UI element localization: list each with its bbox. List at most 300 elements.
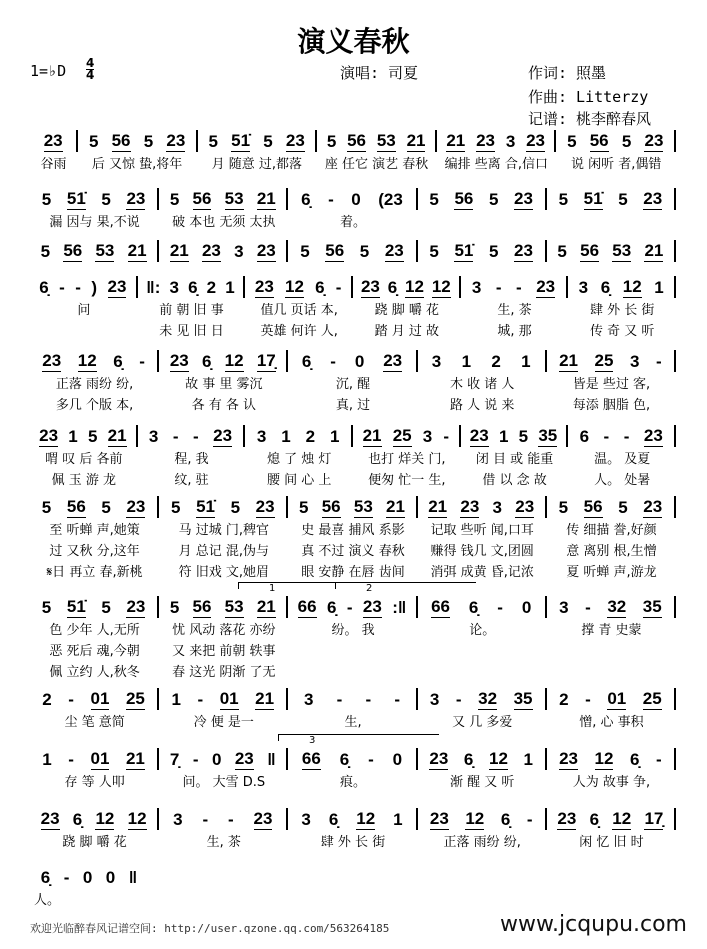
note: 25 xyxy=(642,689,662,708)
lyric-cell: 消弭 成黄 昏,记浓 xyxy=(430,565,534,580)
note: 1 xyxy=(461,352,472,371)
note: 5 xyxy=(41,498,52,517)
note: 5 xyxy=(429,242,439,261)
lyric-line xyxy=(30,210,676,231)
note: 3 xyxy=(256,427,267,446)
note: 51̇ xyxy=(66,597,86,616)
note: 21 xyxy=(255,689,275,708)
lyric-cell: 故 事 里 雾沉 xyxy=(185,377,263,392)
note: - xyxy=(497,598,503,617)
note: 21 xyxy=(428,497,448,516)
note: 6̣ xyxy=(201,352,212,371)
notes-row xyxy=(30,748,676,770)
lyric-cell: 城, 那 xyxy=(497,324,532,339)
lyric-line xyxy=(30,319,676,340)
note: 6̣ xyxy=(328,810,339,829)
note: 01 xyxy=(90,689,110,708)
lyric-line xyxy=(30,447,676,468)
note: 25 xyxy=(594,351,614,370)
note: ) xyxy=(91,278,98,297)
notes-row xyxy=(30,350,676,372)
lyric-cell: 正落 雨纷 纷, xyxy=(55,377,134,392)
note: 5 xyxy=(169,598,180,617)
lyric-cell: 路 人 说 来 xyxy=(450,398,515,413)
measure xyxy=(159,496,288,518)
note: 5 xyxy=(429,190,439,209)
lyric-cell: 人。 处暑 xyxy=(594,473,651,488)
measure xyxy=(159,688,288,710)
score-system xyxy=(30,688,676,731)
note: 3 xyxy=(173,810,183,829)
note: 7̣ xyxy=(169,750,180,769)
note: - xyxy=(603,427,610,446)
lyric-cell: 佩 立约 人,秋冬 xyxy=(49,665,140,680)
note: 3 xyxy=(169,278,179,297)
note: 12 xyxy=(622,277,642,296)
measure xyxy=(418,808,547,830)
note: 23 xyxy=(43,131,63,150)
note: 53 xyxy=(612,241,632,260)
lyric-cell: 又 来把 前朝 轶事 xyxy=(172,644,276,659)
note: 21 xyxy=(362,426,382,445)
note: 56 xyxy=(66,497,86,516)
measure xyxy=(30,276,138,298)
lyric-cell: 纹, 驻 xyxy=(174,473,209,488)
measure xyxy=(418,496,547,518)
measure xyxy=(78,130,198,152)
note: 5 xyxy=(101,498,111,517)
note: 5 xyxy=(621,132,632,151)
lyric-cell: 月 总记 混,伪与 xyxy=(178,544,269,559)
note: - xyxy=(172,427,179,446)
lyric-cell xyxy=(418,660,547,681)
measure xyxy=(159,240,288,262)
transcriber: 记谱: 桃李醉春风 xyxy=(528,110,652,128)
lyric-cell: 每添 胭脂 色, xyxy=(572,398,651,413)
note: - xyxy=(75,278,81,297)
measure xyxy=(30,188,159,210)
lyric-cell: 值几 页话 本, xyxy=(260,303,338,318)
lyric-cell: 纷。 我 xyxy=(331,623,375,638)
time-sig-top: 4 xyxy=(86,56,95,70)
composer: 作曲: Litterzy xyxy=(528,88,649,106)
measure xyxy=(30,425,138,447)
note: 23 xyxy=(559,749,578,768)
lyric-cell xyxy=(418,210,547,231)
measure xyxy=(418,748,547,770)
note: 6̣ xyxy=(589,810,600,829)
note: 51̇ xyxy=(454,241,474,260)
lyric-line xyxy=(30,298,676,319)
measure xyxy=(547,188,676,210)
lyric-cell: 问 xyxy=(77,303,91,318)
note: - xyxy=(336,690,343,709)
measure xyxy=(547,596,676,618)
lyric-cell: 多几 个版 本, xyxy=(55,398,134,413)
note: 56 xyxy=(192,597,212,616)
note: 12 xyxy=(488,749,508,768)
note: - xyxy=(623,427,630,446)
note: 21 xyxy=(169,241,189,260)
notes-row xyxy=(30,496,676,518)
measure xyxy=(245,425,353,447)
note: 21 xyxy=(644,241,664,260)
note: - xyxy=(63,868,70,887)
score-system xyxy=(30,866,676,909)
lyric-cell: 腰 间 心 上 xyxy=(266,473,332,488)
lyric-cell: 肆 外 长 街 xyxy=(589,303,655,318)
note: 23 xyxy=(213,426,233,445)
note: 35 xyxy=(642,597,662,616)
measure xyxy=(30,240,159,262)
note: - xyxy=(516,278,522,297)
time-signature xyxy=(86,58,94,81)
note: 23 xyxy=(201,241,221,260)
note: 1 xyxy=(498,427,509,446)
note: 21 xyxy=(256,189,276,208)
note: 1 xyxy=(281,427,291,446)
note: - xyxy=(365,690,372,709)
note: 5 xyxy=(359,242,370,261)
note: 12 xyxy=(95,809,115,828)
note: 23 xyxy=(285,131,305,150)
note: 2 xyxy=(206,278,217,297)
note: 2 xyxy=(491,352,501,371)
lyric-cell: 生, 茶 xyxy=(206,835,241,850)
lyric-cell xyxy=(288,660,417,681)
note: 0 xyxy=(351,190,361,209)
note: 66 xyxy=(301,749,321,768)
lyric-line xyxy=(30,888,676,909)
measure xyxy=(288,808,417,830)
note: 6̣ xyxy=(468,598,479,617)
note: - xyxy=(330,352,336,371)
notes-row xyxy=(30,188,676,210)
lyric-cell: 踏 月 过 故 xyxy=(374,324,440,339)
lyric-line xyxy=(30,560,676,581)
notes-row xyxy=(30,276,676,298)
lyric-cell: 漏 因与 果,不说 xyxy=(49,215,140,230)
note: - xyxy=(202,810,209,829)
measure xyxy=(288,496,417,518)
lyric-cell: 尘 笔 意简 xyxy=(64,715,125,730)
note: 53 xyxy=(376,131,396,150)
lyric-cell: 说 闲听 者,偶错 xyxy=(570,157,662,172)
measure xyxy=(159,748,288,770)
note: 1 xyxy=(521,352,531,371)
lyric-cell: 人。 xyxy=(34,893,61,908)
note: 0 xyxy=(392,750,403,769)
note: - xyxy=(68,750,74,769)
note: 23 xyxy=(526,131,546,150)
note: 5 xyxy=(488,242,499,261)
note: 5 xyxy=(558,190,569,209)
note: ‖: xyxy=(146,278,161,297)
note: 6̣ xyxy=(72,810,83,829)
note: 32 xyxy=(607,597,627,616)
notes-row xyxy=(30,240,676,262)
note: 66 xyxy=(431,597,450,616)
note: 23 xyxy=(429,749,449,768)
lyric-line xyxy=(30,539,676,560)
note: 35 xyxy=(538,426,558,445)
note: 01 xyxy=(219,689,239,708)
note: 01 xyxy=(90,749,110,768)
note: 23 xyxy=(254,277,274,296)
measure xyxy=(30,596,159,618)
note: 1 xyxy=(171,690,181,709)
lyric-cell: 冷 便 是一 xyxy=(193,715,254,730)
lyric-cell: 眼 安静 在唇 齿间 xyxy=(301,565,405,580)
score-system xyxy=(30,425,676,489)
note: :‖ xyxy=(392,598,407,617)
note: 56 xyxy=(192,189,212,208)
note: 5 xyxy=(101,190,111,209)
score-system xyxy=(30,496,676,581)
note: - xyxy=(227,810,234,829)
lyric-cell: 人为 故事 争, xyxy=(572,775,651,790)
note: 5 xyxy=(263,132,273,151)
note: 35 xyxy=(513,689,533,708)
lyric-cell: 生, xyxy=(344,715,362,730)
note: 3 xyxy=(422,427,433,446)
note: 5 xyxy=(208,132,218,151)
note: 3 xyxy=(429,690,440,709)
note: 5 xyxy=(567,132,577,151)
note: - xyxy=(656,750,662,769)
note: 56 xyxy=(583,497,603,516)
notes-row xyxy=(30,808,676,830)
note: 3 xyxy=(303,690,314,709)
note: 56 xyxy=(589,131,609,150)
lyric-cell: 月 随意 过,都落 xyxy=(211,157,302,172)
note: 23 xyxy=(514,241,533,260)
time-sig-bottom: 4 xyxy=(86,68,95,82)
measure xyxy=(556,130,676,152)
lyric-cell: 马 过城 门,稗官 xyxy=(178,523,269,538)
lyric-cell: 前 朝 旧 事 xyxy=(159,303,224,318)
note: 23 xyxy=(643,497,663,516)
measure xyxy=(138,276,246,298)
note: 25 xyxy=(392,426,412,445)
note: 66 xyxy=(297,597,317,616)
note: - xyxy=(193,427,199,446)
note: 5 xyxy=(558,498,569,517)
note: 23 xyxy=(469,426,489,445)
note: 23 xyxy=(126,497,146,516)
note: - xyxy=(443,427,450,446)
note: 56 xyxy=(111,131,131,150)
lyric-cell: 跷 脚 嚼 花 xyxy=(374,303,440,318)
lyric-cell: 又 几 多爱 xyxy=(452,715,513,730)
lyric-cell: 春 这光 阴渐 了无 xyxy=(172,665,276,680)
note: 23 xyxy=(557,809,577,828)
measure xyxy=(30,350,159,372)
note: 3 xyxy=(492,498,502,517)
score-system xyxy=(30,808,676,851)
lyric-cell: 论。 xyxy=(469,623,496,638)
note: - xyxy=(585,598,591,617)
measure xyxy=(30,808,159,830)
lyric-cell: 程, 我 xyxy=(174,452,209,467)
measure xyxy=(568,425,676,447)
note: 23 xyxy=(384,241,404,260)
lyric-cell: 忧 风动 落花 亦纷 xyxy=(172,623,276,638)
note: 5 xyxy=(300,242,310,261)
lyric-cell: 闭 目 或 能重 xyxy=(475,452,554,467)
lyric-cell: 恶 死后 魂,今朝 xyxy=(49,644,140,659)
note: 5 xyxy=(171,498,181,517)
measure xyxy=(30,130,78,152)
lyric-cell: 真 不过 演义 春秋 xyxy=(301,544,405,559)
note: 5 xyxy=(299,498,309,517)
score-system xyxy=(30,240,676,262)
note: 23 xyxy=(126,597,146,616)
lyric-cell: 史 最喜 捕风 系影 xyxy=(301,523,405,538)
measure xyxy=(288,350,417,372)
lyric-cell: 便匆 忙一 生, xyxy=(368,473,446,488)
note: 23 xyxy=(166,131,186,150)
lyric-cell: 熄 了 烛 灯 xyxy=(266,452,332,467)
note: 23 xyxy=(126,189,146,208)
lyric-line xyxy=(30,152,676,173)
lyric-line xyxy=(30,618,676,639)
score-system xyxy=(30,350,676,414)
lyric-line xyxy=(30,830,676,851)
notes-row xyxy=(30,425,676,447)
note: - xyxy=(197,690,204,709)
lyric-cell: 借 以 念 故 xyxy=(482,473,547,488)
lyric-cell: 生, 茶 xyxy=(497,303,532,318)
measure xyxy=(159,350,288,372)
measure xyxy=(547,688,676,710)
note: 21 xyxy=(559,351,578,370)
lyric-cell: 意 离别 根,生憎 xyxy=(566,544,657,559)
note: 3 xyxy=(301,810,311,829)
note: 53 xyxy=(353,497,373,516)
lyric-line xyxy=(30,710,676,731)
note: 1 xyxy=(42,750,52,769)
note: 6̣ xyxy=(315,278,325,297)
note: 5 xyxy=(326,132,337,151)
note: 5 xyxy=(618,190,628,209)
lyric-cell xyxy=(418,639,547,660)
note: 2 xyxy=(305,427,316,446)
note: 12 xyxy=(612,809,632,828)
note: 53 xyxy=(95,241,115,260)
note: 3 xyxy=(431,352,442,371)
note: 23 xyxy=(460,497,480,516)
lyric-cell: 英雄 何许 人, xyxy=(260,324,338,339)
note: 01 xyxy=(607,689,627,708)
note: 1 xyxy=(393,810,403,829)
lyric-cell: 喟 叹 后 各前 xyxy=(45,452,123,467)
note: - xyxy=(495,278,502,297)
lyric-cell: 存 等 人叩 xyxy=(64,775,125,790)
note: 23 xyxy=(643,426,663,445)
lyric-line xyxy=(30,393,676,414)
note: 0 xyxy=(521,598,532,617)
measure xyxy=(461,425,569,447)
lyric-cell xyxy=(30,319,138,340)
note: 23 xyxy=(644,131,664,150)
note: 0 xyxy=(354,352,365,371)
note: - xyxy=(328,190,334,209)
note: 51̇ xyxy=(231,131,251,150)
note: 12 xyxy=(356,809,376,828)
measure xyxy=(353,425,461,447)
lyric-cell: 问。 大雪 D.S xyxy=(182,775,266,790)
note: ‖ xyxy=(267,750,276,769)
measure xyxy=(288,596,417,618)
notes-row xyxy=(30,596,676,618)
lyric-cell xyxy=(547,639,676,660)
note: 12 xyxy=(405,277,424,296)
notes-row xyxy=(30,688,676,710)
note: 6 xyxy=(579,427,590,446)
note: 6̣ xyxy=(630,750,640,769)
measure xyxy=(159,808,288,830)
lyric-line xyxy=(30,660,676,681)
note: 23 xyxy=(536,277,556,296)
note: 6̣ xyxy=(463,750,474,769)
note: 5 xyxy=(557,242,567,261)
measure xyxy=(30,866,148,888)
lyric-cell: 编排 些离 合,信口 xyxy=(444,157,549,172)
lyric-cell: 正落 雨纷 纷, xyxy=(443,835,521,850)
note: 51̇ xyxy=(196,497,215,516)
lyric-cell: 各 有 各 认 xyxy=(191,398,256,413)
measure xyxy=(547,808,676,830)
measure xyxy=(159,188,288,210)
note: 23 xyxy=(429,809,449,828)
note: 3 xyxy=(630,352,640,371)
note: 23 xyxy=(383,351,403,370)
triplet-bracket: 3 xyxy=(278,734,439,741)
measure xyxy=(547,496,676,518)
score-system xyxy=(30,188,676,231)
measure xyxy=(138,425,246,447)
note: 56 xyxy=(325,241,345,260)
note: - xyxy=(335,278,342,297)
score-system xyxy=(30,735,676,791)
note: 21 xyxy=(107,426,127,445)
note: 3 xyxy=(559,598,569,617)
lyric-cell: 谷雨 xyxy=(40,157,67,172)
note: 5 xyxy=(230,498,241,517)
note: 25 xyxy=(125,689,145,708)
note: 21 xyxy=(406,131,426,150)
note: 21 xyxy=(386,497,405,516)
note: 12 xyxy=(77,351,97,370)
lyric-line xyxy=(30,372,676,393)
lyric-cell: 夏 听蝉 声,游龙 xyxy=(566,565,657,580)
measure xyxy=(30,688,159,710)
lyric-cell: 符 旧戏 文,她眉 xyxy=(178,565,269,580)
measure xyxy=(245,276,353,298)
note: 12 xyxy=(285,277,304,296)
lyric-line xyxy=(30,770,676,791)
note: 23 xyxy=(39,426,59,445)
note: 5 xyxy=(101,598,111,617)
note: 23 xyxy=(107,277,127,296)
note: 6̣ xyxy=(40,868,51,887)
note: - xyxy=(526,810,533,829)
lyric-cell: 后 又惊 蛰,将年 xyxy=(91,157,183,172)
lyric-cell: 憎, 心 事积 xyxy=(579,715,644,730)
lyricist: 作词: 照墨 xyxy=(528,64,607,82)
note: 23 xyxy=(360,277,380,296)
